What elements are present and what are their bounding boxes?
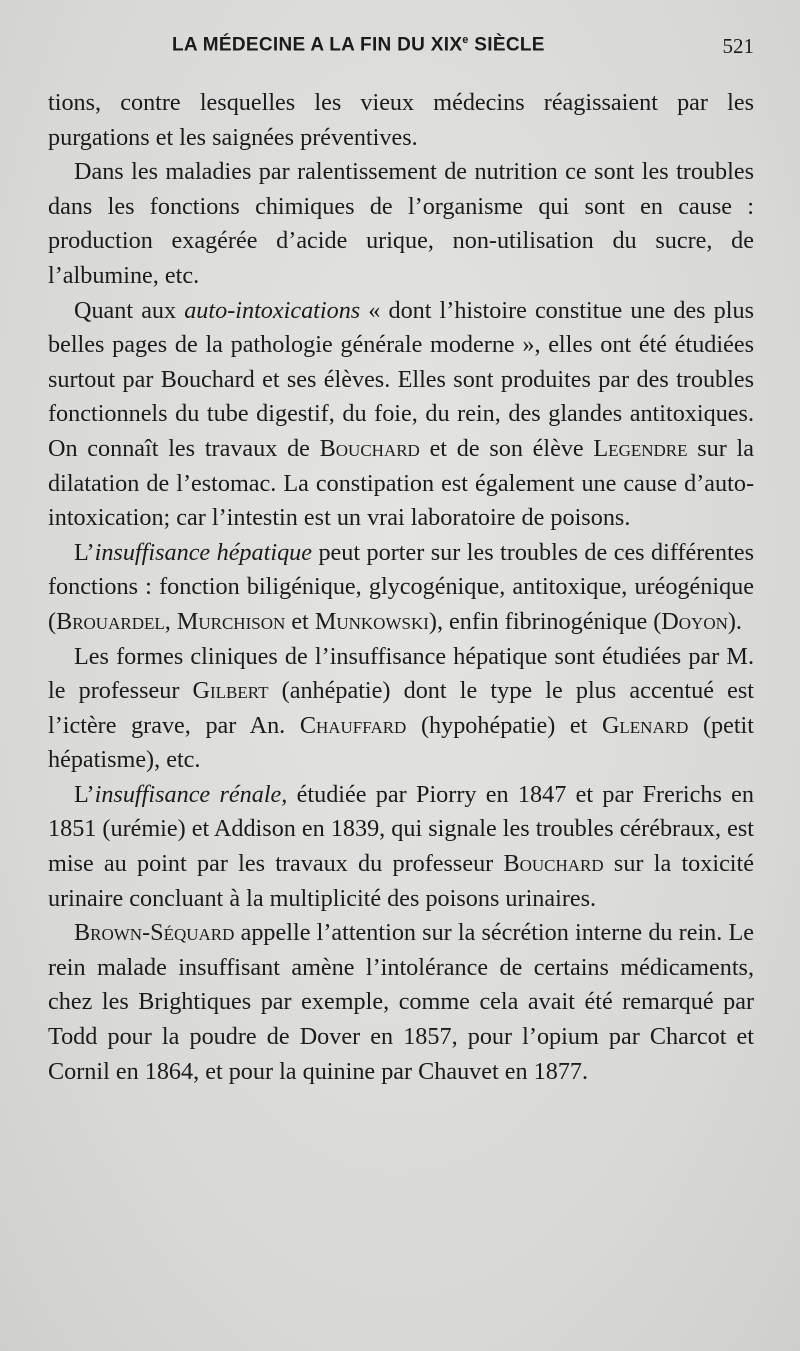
running-head-tail: SIÈCLE bbox=[468, 34, 545, 56]
author-name: Glenard bbox=[601, 711, 689, 739]
author-name: Chauffard bbox=[299, 711, 407, 739]
text-run: et bbox=[285, 607, 315, 635]
text-run: L’ bbox=[74, 538, 95, 566]
body-text bbox=[48, 86, 754, 1089]
author-name: Murchison bbox=[176, 607, 286, 635]
text-run: L’ bbox=[74, 780, 95, 808]
author-name: Bouchard bbox=[319, 434, 420, 462]
text-run: peut porter sur les troubles de ces différentes fonctions : fonction biligénique, glycogénique, antitoxique, uréogénique ( bbox=[48, 538, 755, 635]
text-run: (petit hépatisme), etc. bbox=[48, 711, 754, 774]
text-run: étudiée par Piorry en 1847 et par Frerichs en 1851 (urémie) et Addison en 1839, qui signale les troubles cérébraux, est mise au point par les travaux du professeur bbox=[48, 780, 755, 878]
text-run: (anhépatie) dont le type le plus accentué est l’ictère grave, par An. bbox=[48, 677, 754, 739]
author-name: Legendre bbox=[593, 434, 688, 462]
text-run: , bbox=[164, 607, 177, 635]
paragraph-5 bbox=[48, 640, 754, 778]
running-head bbox=[172, 34, 545, 56]
text-run: « dont l’histoire constitue une des plus belles pages de la pathologie générale moderne », elles ont été étudiées surtout par Bouchard et ses élèves. Elles sont produites par des troubles fonctionnels du tube digestif, du foie, du rein, des glandes antitoxiques. On connaît les travaux de bbox=[48, 296, 754, 462]
text-run: Quant aux bbox=[74, 296, 185, 324]
author-name: Brouardel bbox=[56, 607, 165, 635]
text-run: Les formes cliniques de l’insuffisance hépatique sont étudiées par M. le professeur bbox=[48, 642, 754, 705]
author-name: Doyon bbox=[661, 607, 728, 635]
text-run: appelle l’attention sur la sécrétion interne du rein. Le rein malade insuffisant amène l’intolérance de certains médicaments, chez les Brightiques par exemple, comme cela avait été remarqué par Todd pour la poudre de Dover en 1857, pour l’opium par Charcot et Cornil en 1864, et pour la quinine par Chauvet en 1877. bbox=[48, 919, 754, 1085]
author-name: Munkowski bbox=[314, 607, 429, 635]
paragraph-text: tions, contre lesquelles les vieux médecins réagissaient par les purgations et les saignées préventives. bbox=[48, 89, 754, 151]
running-head-superscript: e bbox=[462, 34, 469, 46]
paragraph-text: Dans les maladies par ralentissement de nutrition ce sont les troubles dans les fonctions chimiques de l’organisme qui sont en cause : production exagérée d’acide urique, non-utilisation du sucre, de l’albumine, etc. bbox=[48, 158, 754, 289]
text-run: sur la dilatation de l’estomac. La constipation est également une cause d’auto-intoxication; car l’intestin est un vrai laboratoire de poisons. bbox=[48, 434, 754, 532]
paragraph-6 bbox=[48, 778, 754, 916]
text-run: (hypohépatie) et bbox=[406, 711, 602, 739]
paragraph-7 bbox=[48, 916, 754, 1089]
italic-term: auto-intoxications bbox=[184, 296, 361, 324]
author-name: Brown-Séquard bbox=[74, 919, 235, 947]
text-run: et de son élève bbox=[419, 434, 594, 462]
paragraph-1 bbox=[48, 86, 754, 155]
text-run: ). bbox=[727, 607, 742, 635]
italic-term: insuffisance hépatique bbox=[94, 538, 312, 566]
page-number: 521 bbox=[722, 34, 754, 58]
text-run: ), enfin fibrinogénique ( bbox=[428, 607, 662, 635]
italic-term: insuffisance rénale, bbox=[94, 780, 288, 808]
page-header bbox=[48, 34, 754, 66]
paragraph-2 bbox=[48, 155, 754, 293]
author-name: Bouchard bbox=[503, 850, 604, 878]
text-run: sur la toxicité urinaire concluant à la multiplicité des poisons urinaires. bbox=[48, 850, 754, 912]
paragraph-4 bbox=[48, 536, 754, 640]
paragraph-3 bbox=[48, 294, 754, 536]
running-head-text: LA MÉDECINE A LA FIN DU XIX bbox=[172, 34, 463, 56]
author-name: Gilbert bbox=[192, 677, 269, 705]
